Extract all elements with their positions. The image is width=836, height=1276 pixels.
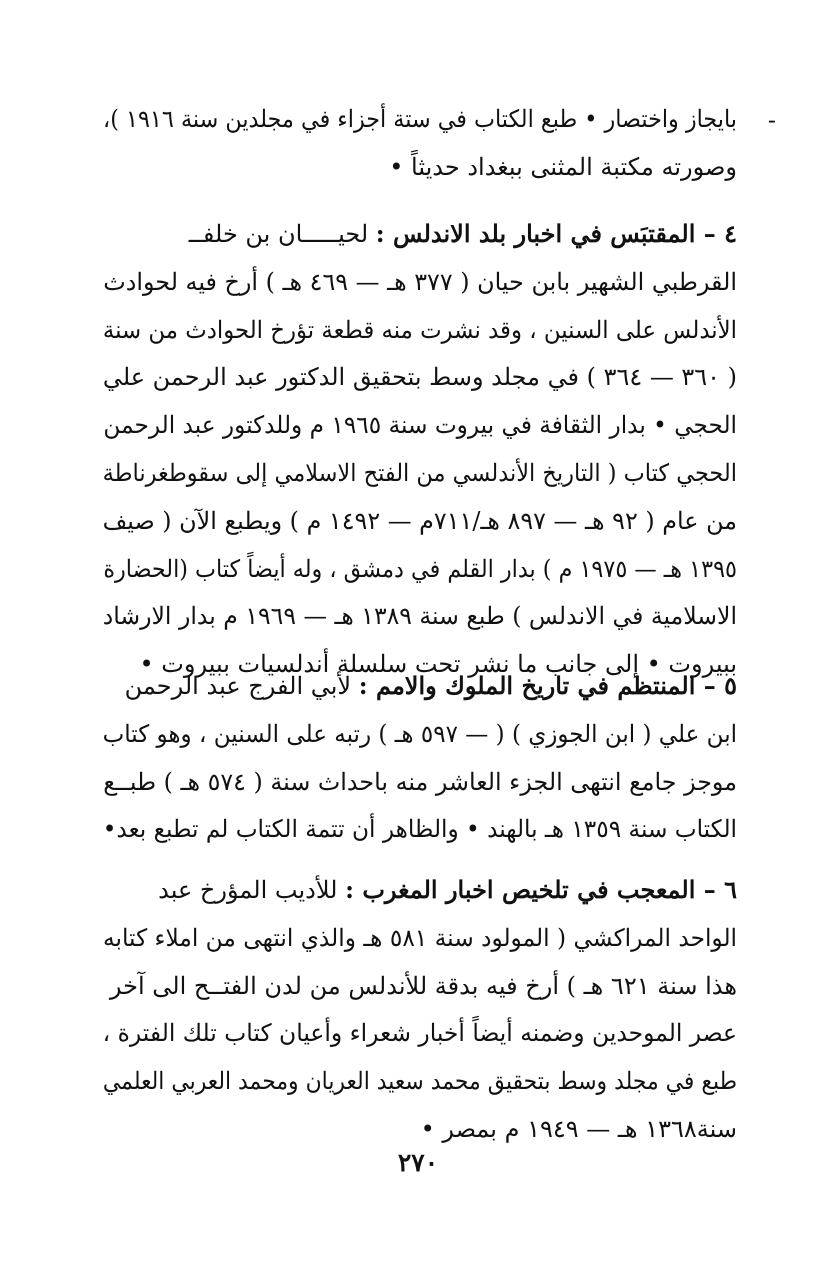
entry-heading: ٦ – المعجب في تلخيص اخبار المغرب : xyxy=(345,875,737,904)
paragraph-text xyxy=(103,96,737,192)
paragraph-mujib xyxy=(103,866,737,1154)
text-line-with-heading xyxy=(103,662,737,711)
text-segment: لأبي الفرج عبد الرحمن xyxy=(124,672,352,700)
text-segment: لحيـــــان بن خلفــ xyxy=(188,220,369,248)
text-line: وصورته مكتبة المثنى ببغداد حديثاً • xyxy=(389,152,737,181)
entry-heading: ٤ – المقتبَس في اخبار بلد الاندلس : xyxy=(375,219,737,248)
text-segment: للأديب المؤرخ عبد xyxy=(158,876,338,904)
text-line: الواحد المراكشي ( المولود سنة ٥٨١ هـ والذي انتهى من املاء كتابه xyxy=(103,923,737,952)
text-line: الحجي كتاب ( التاريخ الأندلسي من الفتح الاسلامي إلى سقوطغرناطة xyxy=(102,458,737,487)
text-line: موجز جامع انتهى الجزء العاشر منه باحداث سنة ( ٥٧٤ هـ ) طبــع xyxy=(103,767,737,796)
paragraph-text xyxy=(103,866,737,1154)
text-line: بايجاز واختصار • طبع الكتاب في ستة أجزاء في مجلدين سنة ١٩١٦ )، xyxy=(103,105,737,133)
text-line: الاسلامية في الاندلس ) طبع سنة ١٣٨٩ هـ — ١٩٦٩ م بدار الارشاد xyxy=(102,602,737,631)
text-line: ابن علي ( ابن الجوزي ) ( — ٥٩٧ هـ ) رتبه على السنين ، وهو كتاب xyxy=(102,719,737,748)
text-line: ١٣٩٥ هـ — ١٩٧٥ م ) بدار القلم في دمشق ، وله أيضاً كتاب (الحضارة xyxy=(103,554,737,583)
text-line: القرطبي الشهير بابن حيان ( ٣٧٧ هـ — ٤٦٩ هـ ) أرخ فيه لحوادث xyxy=(103,267,737,296)
text-line: ( ٣٦٠ — ٣٦٤ ) في مجلد وسط بتحقيق الدكتور عبد الرحمن علي xyxy=(102,363,737,392)
page-number: ٢٧٠ xyxy=(397,1148,439,1177)
entry-heading: ٥ – المنتظم في تاريخ الملوك والامم : xyxy=(358,671,737,700)
continuation-mark: - xyxy=(767,106,776,134)
text-line-with-heading xyxy=(103,866,737,915)
text-line-with-heading xyxy=(103,210,737,259)
text-line: الكتاب سنة ١٣٥٩ هـ بالهند • والظاهر أن تتمة الكتاب لم تطبع بعد• xyxy=(102,815,737,844)
paragraph-muntazam xyxy=(103,662,737,854)
text-line: الحجي • بدار الثقافة في بيروت سنة ١٩٦٥ م وللدكتور عبد الرحمن xyxy=(103,411,737,440)
paragraph-muqtabas xyxy=(103,210,737,689)
paragraph-text xyxy=(103,662,737,854)
text-line: طبع في مجلد وسط بتحقيق محمد سعيد العريان ومحمد العربي العلمي xyxy=(102,1067,737,1096)
text-line: الأندلس على السنين ، وقد نشرت منه قطعة تؤرخ الحوادث من سنة xyxy=(102,315,737,344)
text-line: سنة١٣٦٨ هـ — ١٩٤٩ م بمصر • xyxy=(420,1114,737,1143)
text-line: ببيروت • إلى جانب ما نشر تحت سلسلة أندلسيات ببيروت • xyxy=(139,650,737,679)
text-line: عصر الموحدين وضمنه أيضاً أخبار شعراء وأعيان كتاب تلك الفترة ، xyxy=(102,1019,737,1048)
paragraph-text xyxy=(103,210,737,689)
text-line: هذا سنة ٦٢١ هـ ) أرخ فيه بدقة للأندلس من لدن الفتــح الى آخر xyxy=(109,971,737,1000)
paragraph-continuation xyxy=(103,96,737,192)
text-line: من عام ( ٩٢ هـ — ٨٩٧ هـ/٧١١م — ١٤٩٢ م ) ويطبع الآن ( صيف xyxy=(102,506,737,535)
